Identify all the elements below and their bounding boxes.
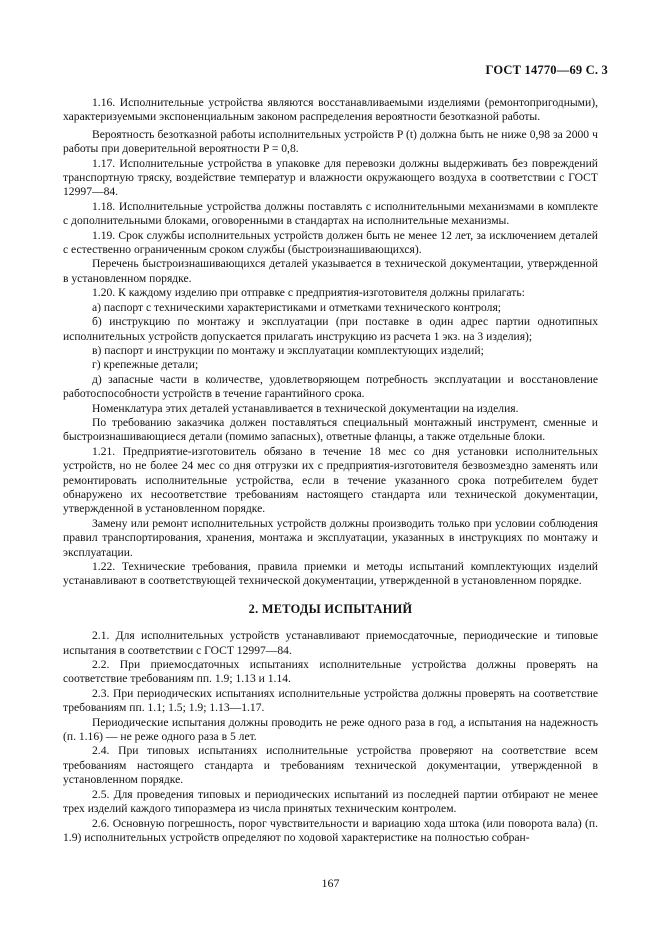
paragraph: 1.18. Исполнительные устройства должны поставлять с исполнительными механизмами в комплекте с дополнительными блоками, оговоренными в стандартах на исполнительные механизмы. [63,199,598,228]
paragraph: 2.5. Для проведения типовых и периодических испытаний из последней партии отбирают не менее трех изделий каждого типоразмера из числа принятых техническим контролем. [63,787,598,816]
paragraph: 2.6. Основную погрешность, порог чувствительности и вариацию хода штока (или поворота вала) (п. 1.9) исполнительных устройств определяют по ходовой характеристике на полностью собран- [63,816,598,844]
paragraph: Вероятность безотказной работы исполнительных устройств P (t) должна быть не ниже 0,98 за 2000 ч работы при доверительной вероятности P = 0,8. [63,127,598,156]
paragraph: г) крепежные детали; [92,358,199,372]
page-number: 167 [321,876,340,890]
paragraph: По требованию заказчика должен поставляться специальный монтажный инструмент, сменные и быстроизнашивающиеся детали (помимо запасных), ответные фланцы, а также отдельные блоки. [63,415,598,444]
section-title: 2. МЕТОДЫ ИСПЫТАНИЙ [248,601,413,616]
paragraph: 2.3. При периодических испытаниях исполнительные устройства должны проверять на соответствие требованиям пп. 1.1; 1.5; 1.9; 1.13—1.17. [63,686,598,715]
paragraph: 1.20. К каждому изделию при отправке с предприятия-изготовителя должны прилагать: [92,286,525,300]
paragraph: в) паспорт и инструкции по монтажу и эксплуатации комплектующих изделий; [92,343,484,357]
paragraph: 2.2. При приемосдаточных испытаниях исполнительные устройства должны проверять на соответствие требованиям пп. 1.9; 1.13 и 1.14. [63,658,598,686]
paragraph: 2.4. При типовых испытаниях исполнительные устройства проверяют на соответствие всем требованиям настоящего стандарта и требованиям технической документации, утвержденной в установленном порядке. [63,744,598,787]
section-2-text [63,629,598,845]
paragraph: Номенклатура этих деталей устанавливается в технической документации на изделия. [92,401,519,415]
page-header: ГОСТ 14770—69 С. 3 [485,63,608,77]
paragraph: 2.1. Для исполнительных устройств устанавливают приемосдаточные, периодические и типовые испытания в соответствии с ГОСТ 12997—84. [63,629,598,657]
paragraph: б) инструкцию по монтажу и эксплуатации (при поставке в один адрес партии однотипных исполнительных устройств допускается прилагать инструкцию из расчета 1 экз. на 3 изделия); [63,315,598,343]
paragraph: 1.17. Исполнительные устройства в упаковке для перевозки должны выдерживать без повреждений транспортную тряску, воздействие температур и влажности окружающего воздуха в соответствии с ГОСТ 12997—84. [63,156,598,199]
paragraph: 1.19. Срок службы исполнительных устройств должен быть не менее 12 лет, за исключением деталей с естественно ограниченным сроком службы (быстроизнашивающихся). [63,228,598,257]
paragraph: 1.16. Исполнительные устройства являются восстанавливаемыми изделиями (ремонтопригодными), характеризуемыми экспоненциальным законом распределения вероятности безотказной работы. [63,96,598,124]
document-body [63,96,598,845]
section-1-continuation [63,96,598,589]
paragraph: д) запасные части в количестве, удовлетворяющем потребность эксплуатации и восстановление работоспособности устройств в течение гарантийного срока. [63,372,598,401]
paragraph: Периодические испытания должны проводить не реже одного раза в год, а испытания на надежность (п. 1.16) — не реже одного раза в 5 лет. [63,715,598,744]
paragraph: а) паспорт с техническими характеристиками и отметками технического контроля; [92,300,502,314]
paragraph: Перечень быстроизнашивающихся деталей указывается в технической документации, утвержденной в установленном порядке. [63,257,598,285]
paragraph: 1.21. Предприятие-изготовитель обязано в течение 18 мес со дня установки исполнительных устройств, но не более 24 мес со дня отгрузки их с предприятия-изготовителя безвозмездно заменять или ремонтировать исполнительные устройства, если в течение указанного срока потребителем будет обнаружено их несоответствие требованиям настоящего стандарта или технической документации, утвержденной в установленном порядке. [63,444,598,516]
paragraph: 1.22. Технические требования, правила приемки и методы испытаний комплектующих изделий устанавливают в соответствующей технической документации, утвержденной в установленном порядке. [63,560,598,588]
paragraph: Замену или ремонт исполнительных устройств должны производить только при условии соблюдения правил транспортирования, хранения, монтажа и эксплуатации, указанных в инструкциях по монтажу и эксплуатации. [63,516,598,559]
